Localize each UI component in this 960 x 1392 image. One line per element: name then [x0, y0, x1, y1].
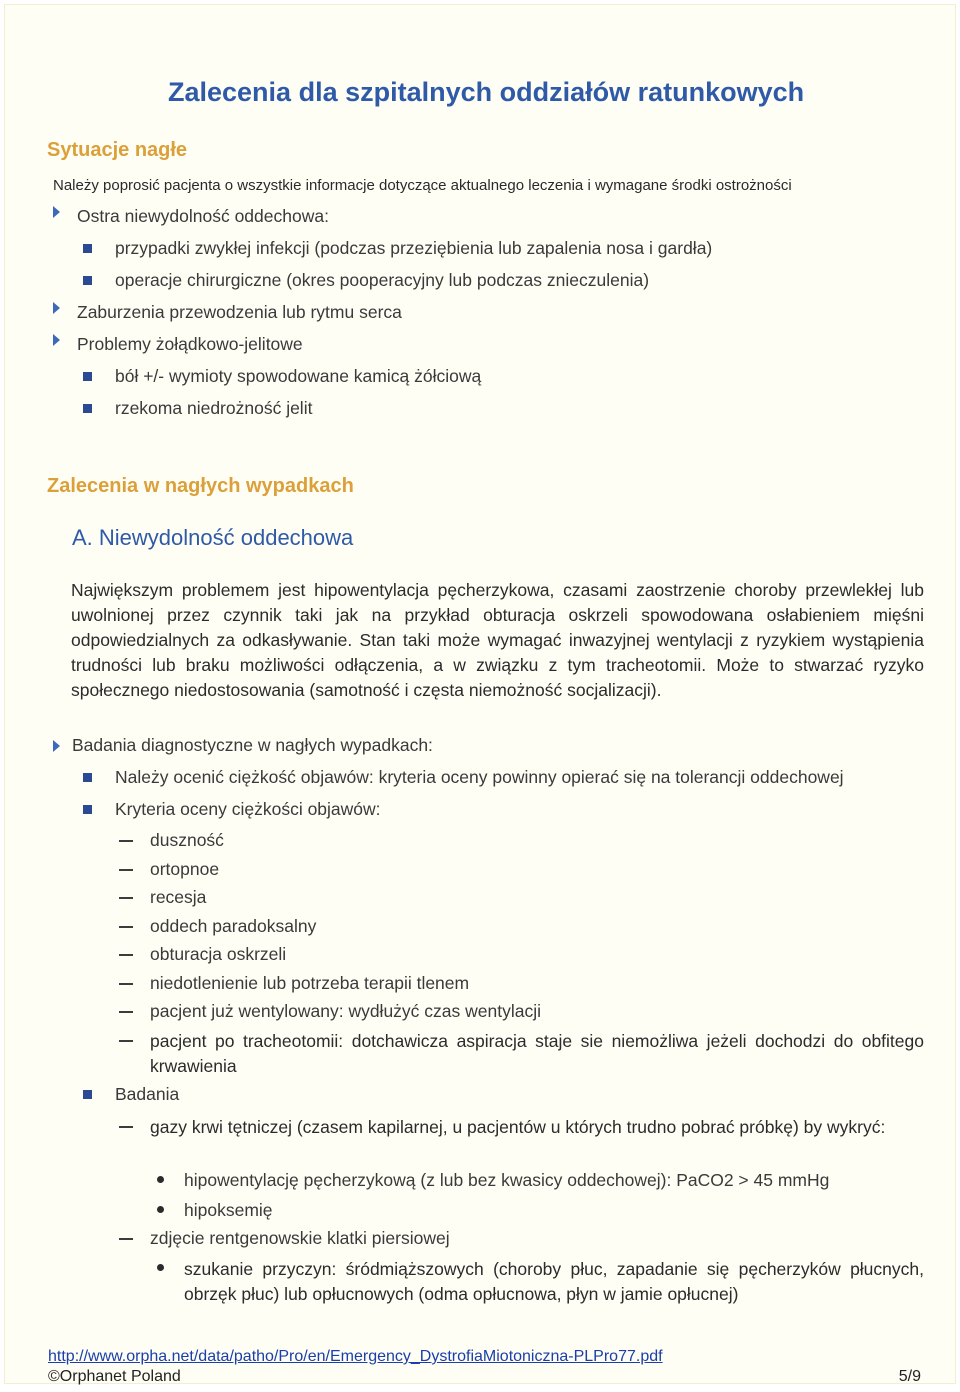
dash-bullet-icon	[119, 897, 133, 899]
square-bullet-icon	[83, 805, 92, 814]
dash-bullet-icon	[119, 840, 133, 842]
square-bullet-icon	[83, 773, 92, 782]
dash-bullet-icon	[119, 983, 133, 985]
triangle-bullet-icon	[53, 740, 60, 752]
dash-bullet-icon	[119, 869, 133, 871]
list-item: Badania diagnostyczne w nagłych wypadkach:	[72, 735, 433, 755]
dash-bullet-icon	[119, 1238, 133, 1240]
list-item: Problemy żołądkowo-jelitowe	[77, 334, 303, 354]
list-item: szukanie przyczyn: śródmiąższowych (choroby płuc, zapadanie się pęcherzyków płucnych, obrzęk płuc) lub opłucnowych (odma opłucnowa, płyn w jamie opłucnej)	[184, 1259, 924, 1304]
round-bullet-icon	[157, 1176, 164, 1183]
document-page	[4, 4, 956, 1384]
round-bullet-icon	[157, 1264, 164, 1271]
list-item: obturacja oskrzeli	[150, 944, 287, 964]
page-number: 5/9	[898, 1368, 921, 1385]
section-heading-emergencies: Sytuacje nagłe	[47, 139, 188, 161]
triangle-bullet-icon	[53, 334, 60, 346]
list-item: recesja	[150, 887, 207, 907]
dash-bullet-icon	[119, 1126, 133, 1128]
list-item: rzekoma niedrożność jelit	[115, 398, 313, 418]
list-item: duszność	[150, 830, 224, 850]
list-item: hipowentylację pęcherzykową (z lub bez kwasicy oddechowej): PaCO2 > 45 mmHg	[184, 1170, 830, 1190]
subsection-title: A. Niewydolność oddechowa	[72, 525, 354, 550]
triangle-bullet-icon	[53, 302, 60, 314]
square-bullet-icon	[83, 1090, 92, 1099]
list-item: zdjęcie rentgenowskie klatki piersiowej	[150, 1228, 450, 1248]
list-item: Ostra niewydolność oddechowa:	[77, 206, 329, 226]
list-item: operacje chirurgiczne (okres pooperacyjny lub podczas znieczulenia)	[115, 270, 650, 290]
list-item: niedotlenienie lub potrzeba terapii tlenem	[150, 973, 470, 993]
intro-text: Należy poprosić pacjenta o wszystkie informacje dotyczące aktualnego leczenia i wymagane środki ostrożności	[53, 177, 792, 194]
square-bullet-icon	[83, 404, 92, 413]
list-item: ortopnoe	[150, 859, 220, 879]
dash-bullet-icon	[119, 926, 133, 928]
source-link[interactable]: http://www.orpha.net/data/patho/Pro/en/Emergency_DystrofiaMiotoniczna-PLPro77.pdf	[48, 1348, 663, 1365]
dash-bullet-icon	[119, 954, 133, 956]
list-item: Należy ocenić ciężkość objawów: kryteria oceny powinny opierać się na tolerancji oddechowej	[115, 767, 844, 787]
section-heading-recommendations: Zalecenia w nagłych wypadkach	[47, 475, 354, 497]
list-item: bół +/- wymioty spowodowane kamicą żółciową	[115, 366, 482, 386]
list-item: pacjent już wentylowany: wydłużyć czas wentylacji	[150, 1001, 541, 1021]
list-item: pacjent po tracheotomii: dotchawicza aspiracja staje sie niemożliwa jeżeli dochodzi do obfitego krwawienia	[150, 1031, 924, 1076]
list-item: przypadki zwykłej infekcji (podczas przeziębienia lub zapalenia nosa i gardła)	[115, 238, 713, 258]
list-item: hipoksemię	[184, 1200, 273, 1220]
page-title: Zalecenia dla szpitalnych oddziałów ratunkowych	[168, 77, 805, 107]
dash-bullet-icon	[119, 1040, 133, 1042]
square-bullet-icon	[83, 244, 92, 253]
paragraph-respiratory-failure: Największym problemem jest hipowentylacja pęcherzykowa, czasami zaostrzenie choroby przewlekłej lub uwolnionej przez czynnik taki jak na przykład obturacja oskrzeli spowodowana osłabieniem mięśni odpowiedzialnych za odkasływanie. Stan taki może wymagać inwazyjnej wentylacji z ryzykiem wystąpienia trudności lub braku możliwości odłączenia, a w związku z tym tracheotomii. Może to stwarzać ryzyko społecznego niedostosowania (samotność i częsta niemożność socjalizacji).	[71, 580, 924, 700]
list-item: gazy krwi tętniczej (czasem kapilarnej, u pacjentów u których trudno pobrać próbkę) by wykryć:	[150, 1117, 886, 1137]
square-bullet-icon	[83, 276, 92, 285]
list-item: Badania	[115, 1084, 180, 1104]
dash-bullet-icon	[119, 1011, 133, 1013]
list-item: oddech paradoksalny	[150, 916, 317, 936]
square-bullet-icon	[83, 372, 92, 381]
list-item: Zaburzenia przewodzenia lub rytmu serca	[77, 302, 402, 322]
list-item: Kryteria oceny ciężkości objawów:	[115, 799, 381, 819]
triangle-bullet-icon	[53, 206, 60, 218]
round-bullet-icon	[157, 1206, 164, 1213]
copyright: ©Orphanet Poland	[48, 1368, 181, 1385]
